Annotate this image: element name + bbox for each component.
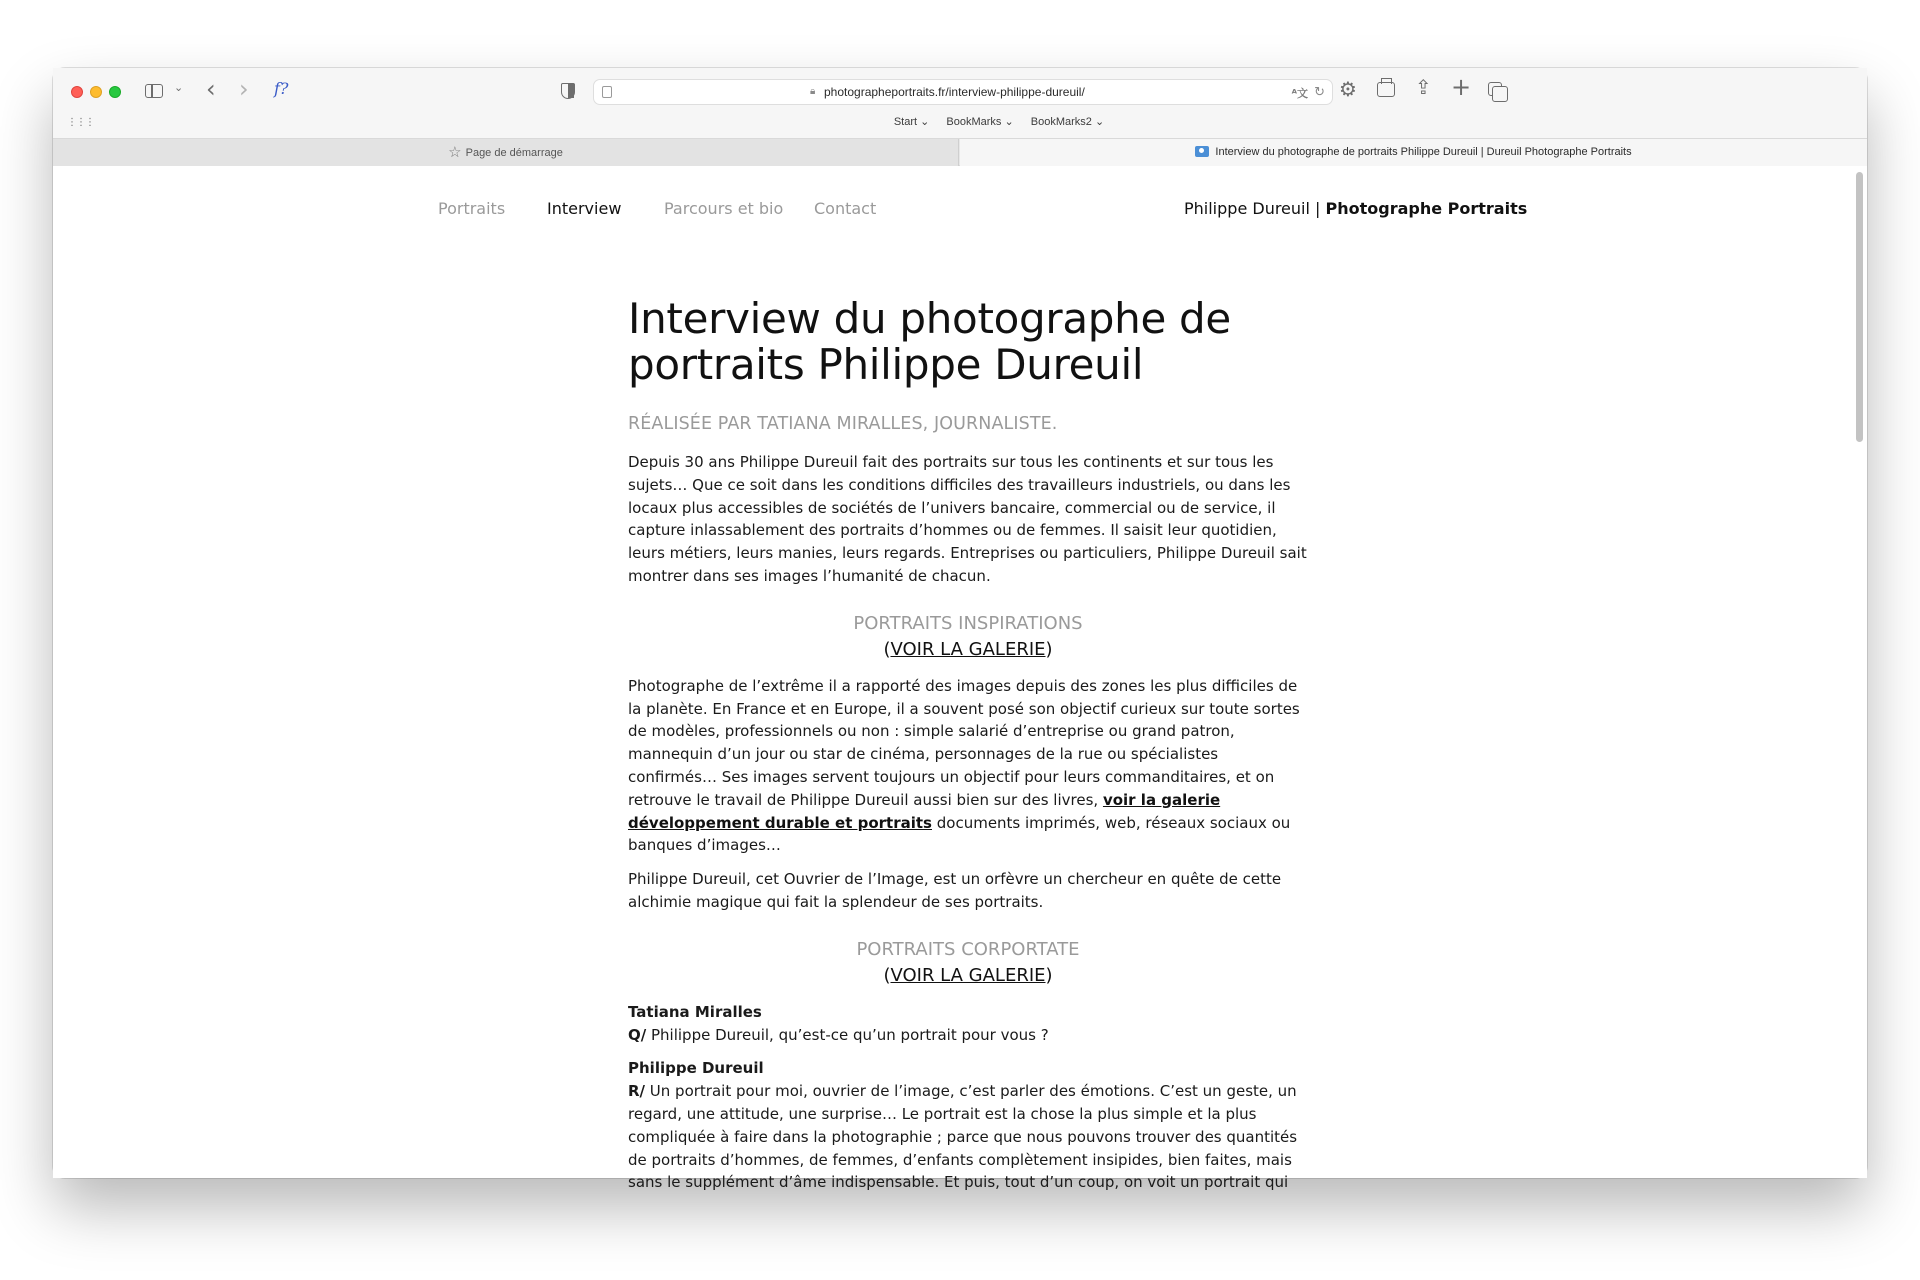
gallery-inline-link[interactable]: voir la galerie développement durable et portraits <box>628 790 1221 832</box>
url-text[interactable]: photographeportraits.fr/interview-philippe-dureuil/ <box>824 85 1085 99</box>
shield-icon[interactable] <box>561 83 575 99</box>
gallery-link-label[interactable]: VOIR LA GALERIE <box>890 964 1046 986</box>
article <box>628 296 1308 1205</box>
section-title-corporate: PORTRAITS CORPORTATE <box>856 938 1080 960</box>
gear-icon[interactable]: ⚙ <box>1339 77 1357 101</box>
paren-close: ) <box>1045 638 1053 660</box>
section-title-inspirations: PORTRAITS INSPIRATIONS <box>853 612 1083 634</box>
browser-toolbar <box>53 68 1867 138</box>
page-title: Interview du photographe de portraits Philippe Dureuil <box>628 294 1231 389</box>
tab-bar <box>53 138 1867 166</box>
browser-window <box>53 68 1867 1192</box>
paragraph-text: Photographe de l’extrême il a rapporté des images depuis des zones les plus difficiles de la planète. En France et en Europe, il a souvent posé son objectif curieux sur toute sortes de modèles, professionnels ou non : simple salarié d’entreprise ou grand patron, mannequin d’un jour ou star de cinéma, personnages de la rue ou spécialistes confirmés… Ses images servent toujours un objectif pour leurs commanditaires, et on retrouve le travail de Philippe Dureuil aussi bien sur des livres, <box>628 676 1300 809</box>
brand-name: Philippe Dureuil | <box>1184 199 1321 218</box>
paren-close: ) <box>1045 964 1053 986</box>
brand-strong: Photographe Portraits <box>1325 199 1528 218</box>
question-block <box>628 1001 1308 1047</box>
tab-title: Page de démarrage <box>465 147 563 159</box>
tab-title: Interview du photographe de portraits Philippe Dureuil | Dureuil Photographe Portraits <box>1215 146 1632 158</box>
address-bar[interactable] <box>593 79 1333 105</box>
star-icon: ☆ <box>448 144 462 161</box>
scrollbar[interactable] <box>1851 166 1867 1178</box>
apps-grid-icon[interactable]: ⋮⋮⋮ <box>67 117 94 128</box>
close-window-button[interactable] <box>71 86 83 98</box>
tab-interview[interactable] <box>960 139 1867 166</box>
paren-open: ( <box>883 964 891 986</box>
paragraph-ouvrier: Philippe Dureuil, cet Ouvrier de l’Image, est un orfèvre un chercheur en quête de cette alchimie magique qui fait la splendeur de ses portraits. <box>628 870 1282 911</box>
answer-text: Un portrait pour moi, ouvrier de l’image, c’est parler des émotions. C’est un geste, un regard, une attitude, une surprise… Le portrait est la chose la plus simple et la plus compliquée à faire dans la photographie ; parce que nous pouvons trouver des quantités de portraits d’hommes, de femmes, d’enfants complètement insipides, bien faites, mais sans le supplément d’âme indispensable. Et puis, tout d’un coup, on voit un portrait qui <box>628 1082 1298 1192</box>
sidebar-icon[interactable] <box>145 84 163 98</box>
bookmarks-bar <box>53 115 1867 128</box>
bookmark-bookmarks[interactable]: BookMarks ⌄ <box>946 116 1014 128</box>
tabs-overview-icon[interactable] <box>1488 82 1502 96</box>
nav-item-parcours[interactable]: Parcours et bio <box>664 199 784 218</box>
print-icon[interactable] <box>1377 82 1395 97</box>
minimize-window-button[interactable] <box>90 86 102 98</box>
nav-item-interview[interactable]: Interview <box>547 199 622 218</box>
lock-icon: 🔒︎ <box>810 86 816 97</box>
question-text: Philippe Dureuil, qu’est-ce qu’un portrait pour vous ? <box>646 1025 1049 1044</box>
intro-paragraph: Depuis 30 ans Philippe Dureuil fait des portraits sur tous les continents et sur tous les sujets… Que ce soit dans les conditions difficiles des travailleurs industriels, ou dans les locaux plus accessibles de sociétés de l’univers bancaire, commercial ou de service, il capture inlassablement des portraits d’hommes ou de femmes. Il saisit leur quotidien, leurs métiers, leurs manies, leurs regards. Entreprises ou particuliers, Philippe Dureuil sait montrer dans ses images l’humanité de chacun. <box>628 453 1307 585</box>
page-icon <box>602 86 612 98</box>
answer-author: Philippe Dureuil <box>628 1059 764 1078</box>
paragraph-extreme <box>628 675 1308 857</box>
question-author: Tatiana Miralles <box>628 1002 762 1021</box>
extension-icon[interactable]: f? <box>274 79 289 98</box>
gallery-link-corporate[interactable] <box>628 963 1308 989</box>
plus-icon[interactable]: + <box>1451 73 1472 101</box>
bookmark-start[interactable]: Start ⌄ <box>893 116 930 128</box>
reload-icon[interactable]: ↻ <box>1314 85 1325 100</box>
article-subtitle: RÉALISÉE PAR TATIANA MIRALLES, JOURNALISTE. <box>628 414 1058 434</box>
nav-item-portraits[interactable]: Portraits <box>438 199 506 218</box>
camera-icon <box>1195 146 1209 157</box>
translate-icon[interactable]: ᴬ文 <box>1291 87 1308 100</box>
nav-item-contact[interactable]: Contact <box>814 199 877 218</box>
question-prefix: Q/ <box>628 1025 647 1044</box>
zoom-window-button[interactable] <box>109 86 121 98</box>
answer-block <box>628 1057 1308 1194</box>
chevron-down-icon[interactable]: ⌄ <box>174 81 184 94</box>
paren-open: ( <box>883 638 891 660</box>
paragraph-text: documents imprimés, web, réseaux sociaux ou banques d’images… <box>628 813 1291 855</box>
scrollbar-thumb[interactable] <box>1856 172 1863 442</box>
bookmark-bookmarks2[interactable]: BookMarks2 ⌄ <box>1030 116 1105 128</box>
gallery-link-label[interactable]: VOIR LA GALERIE <box>890 638 1046 660</box>
site-brand[interactable] <box>1184 199 1527 218</box>
back-icon[interactable]: ‹ <box>206 75 216 103</box>
page-content <box>53 166 1867 1192</box>
share-icon[interactable]: ⇪ <box>1415 75 1432 99</box>
answer-prefix: R/ <box>628 1082 646 1101</box>
forward-icon[interactable]: › <box>239 75 249 103</box>
gallery-link-inspirations[interactable] <box>628 637 1308 663</box>
tab-start-page[interactable] <box>53 139 959 166</box>
